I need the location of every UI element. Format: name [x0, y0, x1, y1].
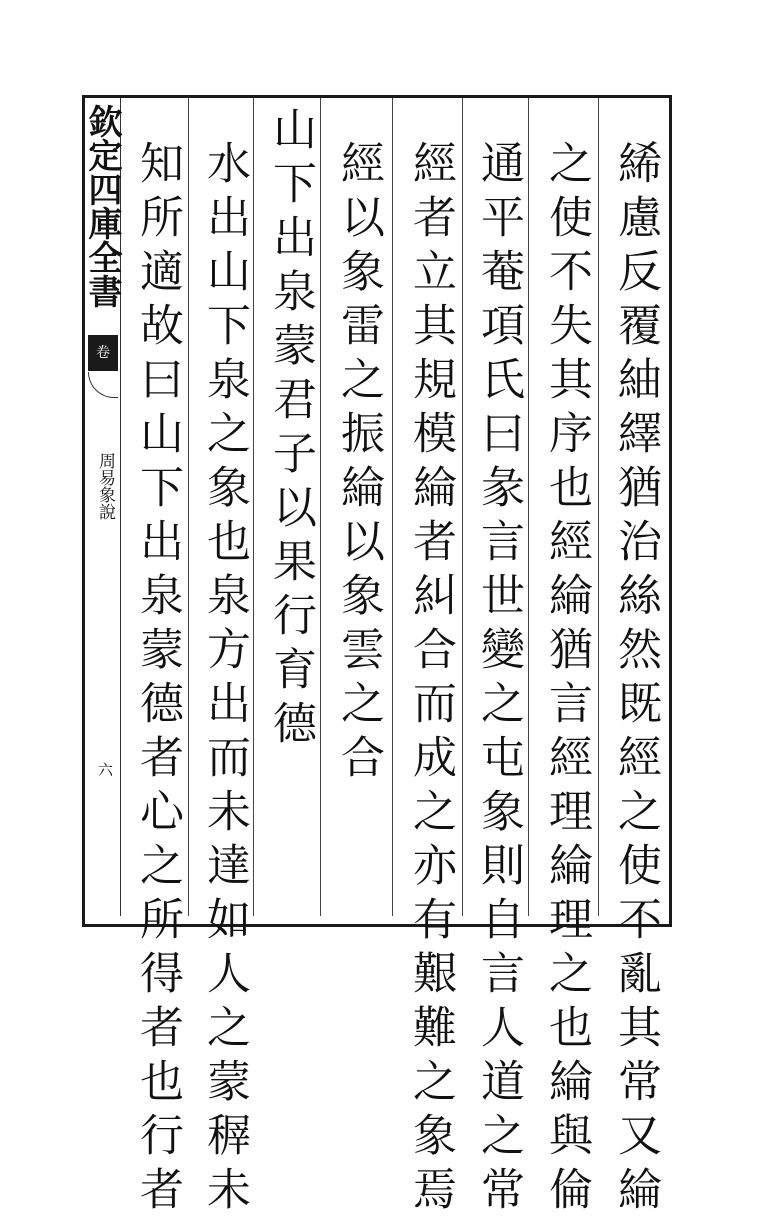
collection-title: 欽定四庫全書 — [82, 104, 122, 308]
column-rule — [188, 98, 189, 916]
juan-tag: 卷 — [88, 335, 118, 371]
text-column-2: 之使不失其序也經綸猶言經理綸理之也綸與倫 — [541, 140, 592, 1220]
column-rule — [392, 98, 393, 916]
page-number: 六 — [96, 762, 114, 777]
column-rule — [320, 98, 321, 916]
text-column-3: 通平菴項氏曰彖言世變之屯象則自言人道之常 — [473, 140, 524, 1220]
text-column-1: 絺慮反覆紬繹猶治絲然既經之使不亂其常又綸 — [610, 140, 661, 1220]
text-column-8: 知所適故曰山下出泉蒙德者心之所得者也行者 — [132, 140, 183, 1220]
text-column-5: 經以象雷之振綸以象雲之合 — [333, 140, 384, 788]
text-column-4: 經者立其規模綸者糾合而成之亦有艱難之象焉 — [405, 140, 456, 1220]
text-column-7: 水出山下泉之象也泉方出而未達如人之蒙稺未 — [199, 140, 250, 1220]
column-rule — [462, 98, 463, 916]
book-title: 周易象說 — [95, 452, 115, 520]
text-column-6: 山下出泉蒙君子以果行育德 — [265, 106, 316, 754]
column-rule — [598, 98, 599, 916]
column-rule — [528, 98, 529, 916]
